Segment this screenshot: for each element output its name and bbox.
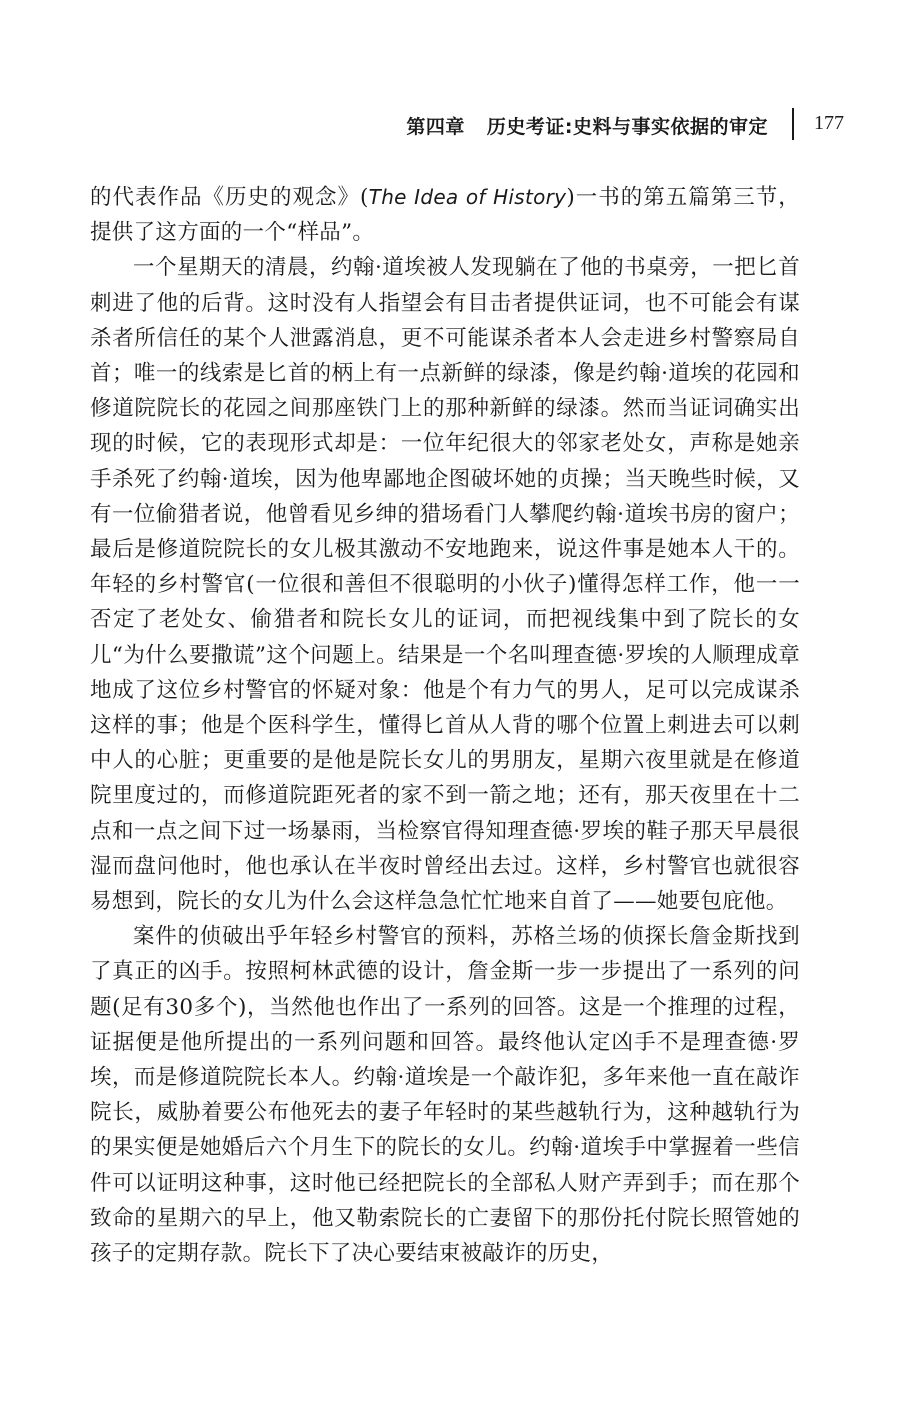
chapter-label: 第四章: [406, 116, 465, 138]
paragraph-1-post: )一书的第五篇第三节，提供了这方面的一个“样品”。: [90, 185, 800, 246]
page-number: 177: [814, 112, 844, 134]
header-divider: [792, 108, 794, 140]
body-text: [90, 180, 800, 1271]
header-title: [406, 112, 768, 139]
english-book-title: The Idea of History: [368, 185, 567, 209]
paragraph-1-pre: 的代表作品《历史的观念》(: [90, 185, 369, 210]
paragraph-2: 一个星期天的清晨，约翰·道埃被人发现躺在了他的书桌旁，一把匕首刺进了他的后背。这时没有人指望会有目击者提供证词，也不可能会有谋杀者所信任的某个人泄露消息，更不可能谋杀者本人会走进乡村警察局自首；唯一的线索是匕首的柄上有一点新鲜的绿漆，像是约翰·道埃的花园和修道院院长的花园之间那座铁门上的那种新鲜的绿漆。然而当证词确实出现的时候，它的表现形式却是：一位年纪很大的邻家老处女，声称是她亲手杀死了约翰·道埃，因为他卑鄙地企图破坏她的贞操；当天晚些时候，又有一位偷猎者说，他曾看见乡绅的猎场看门人攀爬约翰·道埃书房的窗户；最后是修道院院长的女儿极其激动不安地跑来，说这件事是她本人干的。年轻的乡村警官(一位很和善但不很聪明的小伙子)懂得怎样工作，他一一否定了老处女、偷猎者和院长女儿的证词，而把视线集中到了院长的女儿“为什么要撒谎”这个问题上。结果是一个名叫理查德·罗埃的人顺理成章地成了这位乡村警官的怀疑对象：他是个有力气的男人，足可以完成谋杀这样的事；他是个医科学生，懂得匕首从人背的哪个位置上刺进去可以刺中人的心脏；更重要的是他是院长女儿的男朋友，星期六夜里就是在修道院里度过的，而修道院距死者的家不到一箭之地；还有，那天夜里在十二点和一点之间下过一场暴雨，当检察官得知理查德·罗埃的鞋子那天早晨很湿而盘问他时，他也承认在半夜时曾经出去过。这样，乡村警官也就很容易想到，院长的女儿为什么会这样急急忙忙地来自首了——她要包庇他。: [90, 255, 800, 915]
running-header: [90, 108, 850, 142]
paragraph-1: [90, 180, 800, 250]
paragraph-3: 案件的侦破出乎年轻乡村警官的预料，苏格兰场的侦探长詹金斯找到了真正的凶手。按照柯林武德的设计，詹金斯一步一步提出了一系列的问题(足有30多个)，当然他也作出了一系列的回答。这是一个推理的过程，证据便是他所提出的一系列问题和回答。最终他认定凶手不是理查德·罗埃，而是修道院院长本人。约翰·道埃是一个敲诈犯，多年来他一直在敲诈院长，威胁着要公布他死去的妻子年轻时的某些越轨行为，这种越轨行为的果实便是她婚后六个月生下的院长的女儿。约翰·道埃手中掌握着一些信件可以证明这种事，这时他已经把院长的全部私人财产弄到手；而在那个致命的星期六的早上，他又勒索院长的亡妻留下的那份托付院长照管她的孩子的定期存款。院长下了决心要结束被敲诈的历史，: [90, 924, 800, 1267]
chapter-title: 历史考证:史料与事实依据的审定: [486, 116, 768, 138]
